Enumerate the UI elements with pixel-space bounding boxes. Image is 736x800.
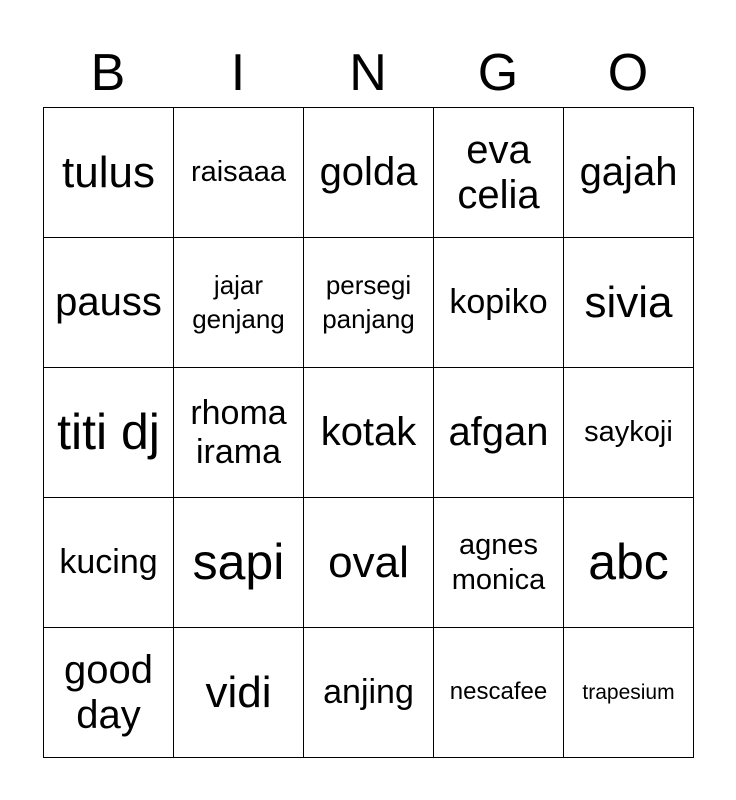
bingo-cell[interactable]: oval: [304, 498, 434, 628]
bingo-cell[interactable]: gajah: [564, 108, 694, 238]
bingo-cell[interactable]: raisaaa: [174, 108, 304, 238]
bingo-cell[interactable]: kopiko: [434, 238, 564, 368]
bingo-card: [43, 107, 694, 758]
bingo-cell[interactable]: good day: [44, 628, 174, 758]
header-letter-g: G: [477, 44, 519, 102]
bingo-cell[interactable]: pauss: [44, 238, 174, 368]
bingo-cell[interactable]: sapi: [174, 498, 304, 628]
header-letter-b: B: [90, 44, 126, 102]
header-letter-o: O: [607, 44, 649, 102]
bingo-cell[interactable]: abc: [564, 498, 694, 628]
bingo-cell[interactable]: eva celia: [434, 108, 564, 238]
bingo-cell[interactable]: tulus: [44, 108, 174, 238]
bingo-cell[interactable]: persegi panjang: [304, 238, 434, 368]
bingo-header: [43, 38, 693, 108]
bingo-cell[interactable]: trapesium: [564, 628, 694, 758]
bingo-cell[interactable]: agnes monica: [434, 498, 564, 628]
bingo-cell[interactable]: nescafee: [434, 628, 564, 758]
bingo-cell[interactable]: kucing: [44, 498, 174, 628]
bingo-cell[interactable]: vidi: [174, 628, 304, 758]
header-letter-i: I: [230, 44, 246, 102]
bingo-cell[interactable]: afgan: [434, 368, 564, 498]
bingo-cell[interactable]: titi dj: [44, 368, 174, 498]
bingo-cell[interactable]: anjing: [304, 628, 434, 758]
bingo-cell[interactable]: rhoma irama: [174, 368, 304, 498]
bingo-cell[interactable]: jajar genjang: [174, 238, 304, 368]
header-letter-n: N: [349, 44, 387, 102]
bingo-cell[interactable]: sivia: [564, 238, 694, 368]
bingo-cell[interactable]: kotak: [304, 368, 434, 498]
bingo-cell[interactable]: saykoji: [564, 368, 694, 498]
bingo-cell[interactable]: golda: [304, 108, 434, 238]
